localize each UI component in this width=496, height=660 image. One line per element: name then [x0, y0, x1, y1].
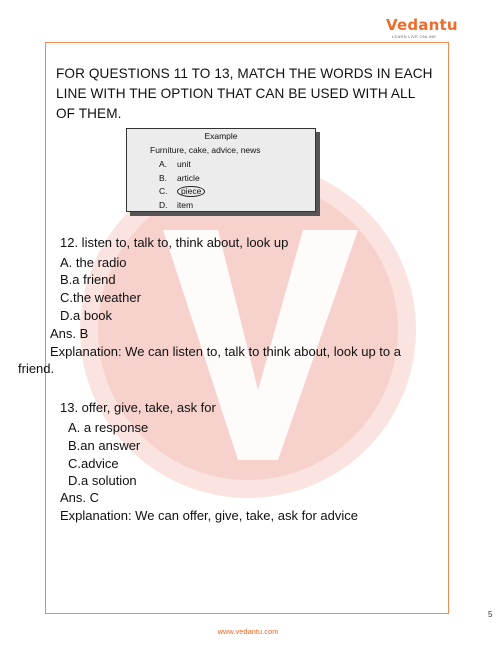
example-title: Example	[204, 131, 238, 141]
q13-option-b: B.an answer	[68, 438, 141, 453]
logo-text: Vedantu	[386, 16, 458, 34]
example-option-d: D. item	[159, 200, 194, 210]
footer-url[interactable]: www.vedantu.com	[217, 627, 279, 636]
example-box	[126, 128, 316, 212]
question-12: 12. listen to, talk to, think about, look up	[60, 235, 289, 250]
q12-option-a: A. the radio	[60, 255, 127, 270]
q13-option-d: D.a solution	[68, 473, 137, 488]
q12-option-d: D.a book	[60, 308, 113, 323]
logo-tagline: LEARN LIVE ONLINE	[392, 34, 437, 39]
example-words: Furniture, cake, advice, news	[150, 145, 261, 155]
q12-answer: Ans. B	[50, 326, 89, 341]
vedantu-logo	[386, 16, 458, 42]
instructions-heading: FOR QUESTIONS 11 TO 13, MATCH THE WORDS IN EACH LINE WITH THE OPTION THAT CAN BE USED WITH ALL OF THEM.	[56, 66, 433, 121]
example-option-b: B. article	[159, 173, 200, 183]
q13-answer: Ans. C	[60, 490, 100, 505]
q13-explanation: Explanation: We can offer, give, take, ask for advice	[60, 508, 358, 523]
page-number: 5	[488, 610, 493, 619]
example-option-a: A. unit	[159, 159, 191, 169]
q12-explanation-cont: friend.	[18, 361, 55, 376]
question-13: 13. offer, give, take, ask for	[60, 400, 216, 415]
circled-answer: piece	[177, 186, 205, 197]
q13-option-c: C.advice	[68, 456, 119, 471]
example-option-c: C. piece	[159, 186, 205, 197]
q12-option-b: B.a friend	[60, 272, 116, 287]
q12-option-c: C.the weather	[60, 290, 141, 305]
q13-option-a: A. a response	[68, 420, 149, 435]
q12-explanation: Explanation: We can listen to, talk to think about, look up to a	[50, 344, 401, 359]
